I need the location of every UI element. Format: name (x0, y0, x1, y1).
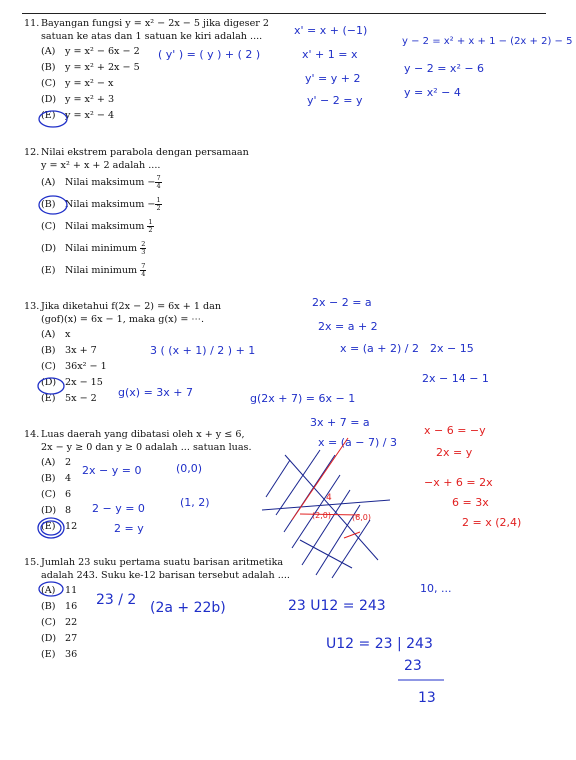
hw-line: y − 2 = x² + x + 1 − (2x + 2) − 5 (402, 36, 573, 47)
hw-line: −x + 6 = 2x (424, 476, 493, 489)
question-stem-line: y = x² + x + 2 adalah .... (41, 159, 161, 171)
question-number: 11. (24, 18, 40, 29)
question-number: 15. (24, 557, 40, 568)
option-b[interactable]: (B) Nilai maksimum − $\frac{1}{2}$ (41, 196, 161, 212)
question-stem-line: Jika diketahui f(2x − 2) = 6x + 1 dan (41, 301, 222, 312)
hw-line: 10, ... (420, 582, 452, 595)
option-c[interactable]: (C) 36x² − 1 (41, 361, 107, 372)
question-14 (24, 429, 274, 537)
question-stem-line: (gof)(x) = 6x − 1, maka g(x) = ⋯. (41, 313, 205, 325)
fraction: $\frac{7}{4}$ (141, 262, 146, 278)
option-a[interactable]: (A) 11 (41, 585, 78, 596)
hw-line: ( y' ) = ( y ) + ( 2 ) (158, 48, 261, 61)
question-12 (24, 147, 274, 285)
hw-line: (0,0) (176, 462, 203, 475)
hw-line: 3 ( (x + 1) / 2 ) + 1 (150, 344, 256, 357)
hw-line: y − 2 = x² − 6 (404, 62, 485, 75)
question-number: 14. (24, 429, 40, 440)
question-stem-line: Luas daerah yang dibatasi oleh x + y ≤ 6, (41, 429, 245, 440)
option-e[interactable]: (E) Nilai minimum $\frac{7}{4}$ (41, 262, 146, 278)
fraction: $\frac{7}{4}$ (156, 174, 161, 190)
option-d[interactable]: (D) Nilai minimum $\frac{2}{3}$ (41, 240, 146, 256)
hw-line: 6 = 3x (452, 496, 489, 509)
hw-line: g(x) = 3x + 7 (118, 386, 194, 399)
hw-line: 2x − 15 (430, 342, 474, 355)
question-stem-line: Jumlah 23 suku pertama suatu barisan aritmetika (41, 557, 284, 568)
question-15 (24, 557, 290, 665)
hw-line: (6,0) (352, 513, 371, 522)
hw-line: 2x − 2 = a (312, 296, 372, 309)
hw-line: 2x = a + 2 (318, 320, 378, 333)
hw-line: 2 − y = 0 (92, 502, 145, 515)
option-d[interactable]: (D) y = x² + 3 (41, 94, 115, 105)
option-a[interactable]: (A) Nilai maksimum − $\frac{7}{4}$ (41, 174, 161, 190)
option-c[interactable]: (C) Nilai maksimum $\frac{1}{2}$ (41, 218, 153, 234)
question-stem-line: Bayangan fungsi y = x² − 2x − 5 jika digeser 2 (41, 18, 270, 29)
question-stem-line: Nilai ekstrem parabola dengan persamaan (41, 147, 249, 158)
question-stem-line: satuan ke atas dan 1 satuan ke kiri adalah .... (41, 30, 263, 42)
hw-line: U12 = 23 | 243 (326, 636, 433, 652)
hw-line: x − 6 = −y (424, 424, 486, 437)
hw-line: 13 (418, 690, 436, 706)
option-b[interactable]: (B) 16 (41, 601, 78, 612)
option-b[interactable]: (B) y = x² + 2x − 5 (41, 62, 140, 73)
option-b[interactable]: (B) 3x + 7 (41, 345, 97, 356)
option-c[interactable]: (C) 6 (41, 489, 72, 500)
hw-line: 2x − y = 0 (82, 464, 142, 477)
fraction: $\frac{1}{2}$ (156, 196, 161, 212)
hw-line: g(2x + 7) = 6x − 1 (250, 392, 356, 405)
hw-line: 2 = x (2,4) (462, 516, 522, 529)
fraction: $\frac{1}{2}$ (148, 218, 153, 234)
question-13 (24, 301, 274, 409)
hw-line: y' = y + 2 (305, 72, 361, 85)
option-e[interactable]: (E) y = x² − 4 (41, 110, 115, 121)
hw-line: 23 U12 = 243 (288, 598, 386, 614)
hw-line: x' + 1 = x (302, 48, 358, 61)
option-a[interactable]: (A) y = x² − 6x − 2 (41, 46, 140, 57)
option-e[interactable]: (E) 12 (41, 521, 78, 532)
question-stem-line: adalah 243. Suku ke-12 barisan tersebut adalah .... (41, 569, 290, 581)
hw-line: 3x + 7 = a (310, 416, 370, 429)
option-d[interactable]: (D) 27 (41, 633, 78, 644)
option-e[interactable]: (E) 36 (41, 649, 78, 660)
option-a[interactable]: (A) 2 (41, 457, 72, 468)
hw-line: x = (a + 2) / 2 (340, 342, 419, 355)
hw-line: y' − 2 = y (307, 94, 363, 107)
hw-line: x' = x + (−1) (294, 24, 368, 37)
hw-line: y = x² − 4 (404, 86, 461, 99)
hw-line: 4 (326, 493, 332, 503)
hw-line: 2x − 14 − 1 (422, 372, 489, 385)
q14-work-red (312, 424, 521, 529)
hw-line: 2x = y (436, 446, 473, 459)
question-number: 13. (24, 301, 40, 312)
question-number: 12. (24, 147, 40, 158)
hw-line: 2 = y (114, 522, 144, 535)
option-c[interactable]: (C) y = x² − x (41, 78, 114, 89)
hw-line: 23 / 2 (96, 592, 137, 608)
option-d[interactable]: (D) 2x − 15 (41, 377, 103, 388)
option-b[interactable]: (B) 4 (41, 473, 72, 484)
option-a[interactable]: (A) x (41, 329, 71, 340)
option-e[interactable]: (E) 5x − 2 (41, 393, 97, 404)
option-c[interactable]: (C) 22 (41, 617, 78, 628)
fraction: $\frac{2}{3}$ (141, 240, 146, 256)
hw-line: x = (a − 7) / 3 (318, 436, 397, 449)
question-stem-line: 2x − y ≥ 0 dan y ≥ 0 adalah ... satuan luas. (41, 441, 252, 453)
hw-line: 23 (404, 658, 422, 674)
hw-line: (1, 2) (180, 496, 210, 509)
top-rule (22, 13, 546, 14)
question-11 (24, 18, 274, 126)
option-d[interactable]: (D) 8 (41, 505, 72, 516)
hw-line: (2,0) (312, 511, 331, 520)
hw-line: (2a + 22b) (150, 600, 226, 616)
